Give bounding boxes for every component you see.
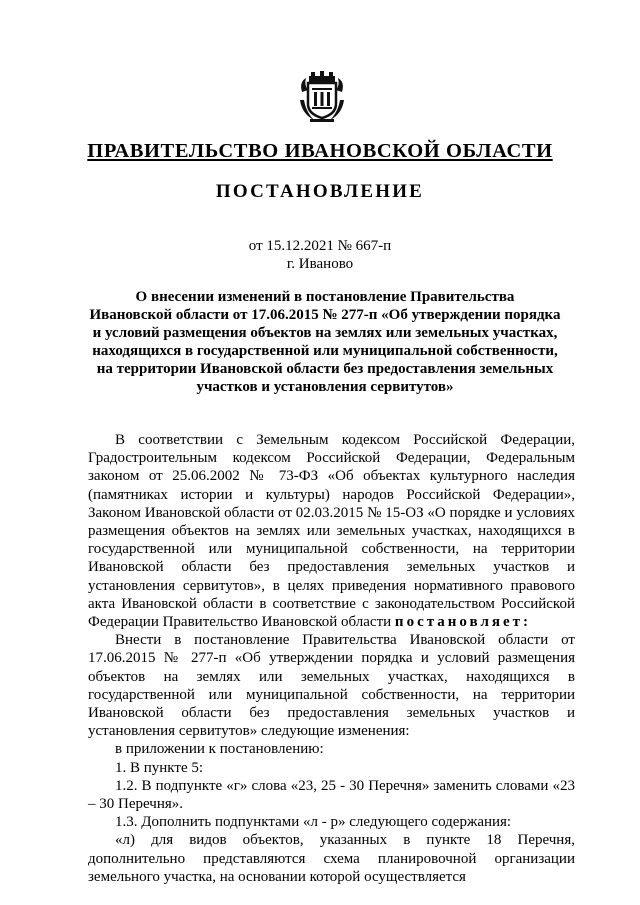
preamble-text: В соответствии с Земельным кодексом Российской Федерации, Градостроительным кодексом Российской Федерации, Федеральным законом от 25.06.2002 № 73-ФЗ «Об объектах культурного наследия (памятниках истории и культуры) народов Российской Федерации», Законом Ивановской области от 02.03.2015 № 15-ОЗ «О порядке и условиях размещения объектов на землях или земельных участках, находящихся в государственной или муниципальной собственности, на территории Ивановской области без предоставления земельных участков и установления сервитутов», в целях приведения нормативного правового акта Ивановской области в соответствие с законодательством Российской Федерации Правительство Ивановской области: [88, 432, 575, 631]
document-body: [88, 431, 575, 886]
subject-line: на территории Ивановской области без предоставления земельных: [96, 361, 554, 377]
subject-line: Ивановской области от 17.06.2015 № 277-п «Об утверждении порядка: [89, 307, 561, 323]
organization-title: ПРАВИТЕЛЬСТВО ИВАНОВСКОЙ ОБЛАСТИ: [87, 140, 553, 162]
preamble-paragraph: [88, 431, 575, 631]
date-block: [0, 237, 640, 273]
date-number: от 15.12.2021 № 667-п: [248, 238, 392, 254]
document-subject: [80, 288, 570, 396]
item-1-paragraph: 1. В пункте 5:: [115, 759, 204, 776]
subject-line: О внесении изменений в постановление Правительства: [135, 289, 515, 305]
item-l-paragraph: «л) для видов объектов, указанных в пункте 18 Перечня, дополнительно представляются схема планировочной организации земельного участка, на основании которой осуществляется: [88, 832, 575, 885]
decree-word: постановляет:: [394, 614, 531, 631]
subject-line: находящихся в государственной или муниципальной собственности,: [92, 343, 558, 359]
item-1-3-paragraph: 1.3. Дополнить подпунктами «л - р» следующего содержания:: [115, 814, 512, 831]
subject-line: и условий размещения объектов на землях или земельных участках,: [92, 325, 558, 341]
coat-of-arms-icon: [296, 70, 348, 124]
subject-line: участков и установления сервитутов»: [196, 379, 454, 395]
appendix-paragraph: в приложении к постановлению:: [115, 741, 324, 758]
intro-paragraph: Внести в постановление Правительства Ивановской области от 17.06.2015 № 277-п «Об утверждении порядка и условий размещения объектов на землях или земельных участках, находящихся в государственной или муниципальной собственности, на территории Ивановской области без предоставления земельных участков и установления сервитутов» следующие изменения:: [88, 632, 575, 740]
document-type: ПОСТАНОВЛЕНИЕ: [215, 181, 425, 202]
city: г. Иваново: [286, 256, 354, 272]
item-1-2-paragraph: 1.2. В подпункте «г» слова «23, 25 - 30 Перечня» заменить словами «23 – 30 Перечня».: [88, 777, 575, 813]
